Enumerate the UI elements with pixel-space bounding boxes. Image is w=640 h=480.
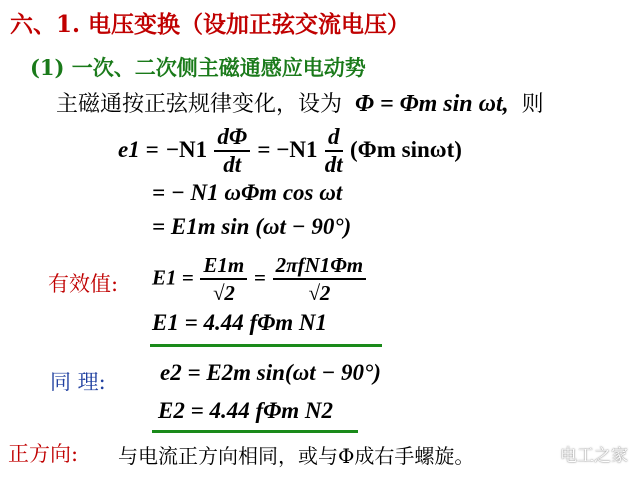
effective-fraction-2 [273, 252, 367, 306]
e1-term3: (Φm sinωt) [349, 137, 462, 162]
intro-suffix: 则 [521, 92, 544, 117]
watermark: 电工之家 [560, 446, 628, 466]
e2-underline [152, 430, 358, 433]
intro-line [56, 87, 544, 118]
e2-result: E2 = 4.44 fΦm N2 [158, 398, 334, 423]
effective-frac2-denominator: √2 [308, 281, 331, 305]
e1-frac1-numerator: dΦ [214, 124, 250, 152]
intro-formula: Φ = Φm sin ωt, [355, 91, 509, 117]
e1-term1: −N1 [165, 137, 208, 162]
e1-lhs: e1 = [118, 137, 159, 162]
e1-fraction-1 [214, 124, 250, 178]
e1-line-2: = − N1 ωΦm cos ωt [152, 180, 343, 205]
effective-underline [150, 344, 382, 347]
effective-frac1-numerator: E1m [200, 252, 247, 280]
e1-line-3: = E1m sin (ωt − 90°) [152, 214, 352, 239]
e1-equation [118, 124, 462, 178]
effective-lhs: E1 = [152, 265, 194, 290]
effective-label: 有效值: [48, 272, 119, 296]
effective-frac2-numerator: 2πfN1Φm [273, 252, 367, 280]
e1-term2: = −N1 [257, 137, 318, 162]
effective-fraction-1 [200, 252, 247, 306]
e1-fraction-2 [325, 124, 343, 178]
e2-equation: e2 = E2m sin(ωt − 90°) [160, 360, 381, 385]
e1-frac2-denominator: dt [324, 152, 343, 177]
e1-frac1-denominator: dt [223, 152, 242, 177]
e1-frac2-numerator: d [325, 124, 343, 152]
direction-text: 与电流正方向相同，或与Φ成右手螺旋。 [118, 444, 475, 468]
page-title: 六、1. 电压变换（设加正弦交流电压） [10, 11, 411, 38]
section-subtitle: (1) 一次、二次侧主磁通感应电动势 [30, 55, 366, 80]
direction-label: 正方向: [8, 442, 79, 466]
effective-equals: = [253, 265, 266, 290]
effective-frac1-denominator: √2 [212, 281, 235, 305]
same-label: 同 理: [50, 370, 106, 394]
effective-result: E1 = 4.44 fΦm N1 [152, 310, 328, 335]
effective-equation [152, 252, 366, 306]
intro-text: 主磁通按正弦规律变化，设为 [56, 92, 343, 117]
